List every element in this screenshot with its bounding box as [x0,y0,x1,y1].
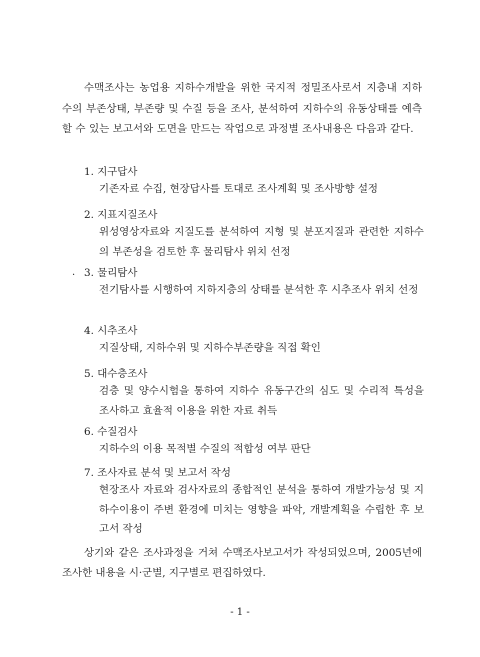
list-item [84,366,424,421]
stray-mark: . [72,267,76,278]
intro-paragraph: 수맥조사는 농업용 지하수개발을 위한 국지적 정밀조사로서 지층내 지하수의 부존상태, 부존량 및 수질 등을 조사, 분석하여 지하수의 유동상태를 예측할 수 있는 보고서와 도면을 만드는 작업으로 과정별 조사내용은 다음과 같다. [62,82,422,135]
item-body: 검층 및 양수시험을 통하여 지하수 유동구간의 심도 및 수리적 특성을 조사하고 효율적 이용을 위한 자료 취득 [99,385,424,417]
item-body: 전기탐사를 시행하여 지하지층의 상태를 분석한 후 시추조사 위치 선정 [99,284,419,296]
item-title: 6. 수질검사 [84,426,138,438]
closing-paragraph: 상기와 같은 조사과정을 거쳐 수맥조사보고서가 작성되었으며, 2005년에 조사한 내용을 시·군별, 지구별로 편집하였다. [62,547,422,579]
item-body: 기존자료 수집, 현장답사를 토대로 조사계획 및 조사방향 설정 [99,183,379,195]
item-body: 지하수의 이용 목적별 수질의 적합성 여부 판단 [99,443,311,455]
list-item [84,207,424,262]
item-title: 2. 지표지질조사 [84,209,158,221]
page-number: - 1 - [230,607,250,618]
list-item [72,265,424,301]
item-title: 5. 대수층조사 [84,368,148,380]
list-item [84,164,424,200]
item-body: 위성영상자료와 지질도를 분석하여 지형 및 분포지질과 관련한 지하수의 부존성을 검토한 후 물리탐사 위치 선정 [99,226,424,258]
list-item [84,424,424,460]
item-body: 현장조사 자료와 검사자료의 종합적인 분석을 통하여 개발가능성 및 지하수이용이 주변 환경에 미치는 영향을 파악, 개발계획을 수립한 후 보고서 작성 [99,484,424,535]
list-item [84,323,424,359]
item-title: 4. 시추조사 [84,325,138,337]
item-title: 1. 지구답사 [84,166,138,178]
list-item [84,465,424,540]
item-body: 지질상태, 지하수위 및 지하수부존량을 직접 확인 [99,342,321,354]
item-title: 3. 물리탐사 [84,267,138,279]
item-title: 7. 조사자료 분석 및 보고서 작성 [84,467,231,479]
